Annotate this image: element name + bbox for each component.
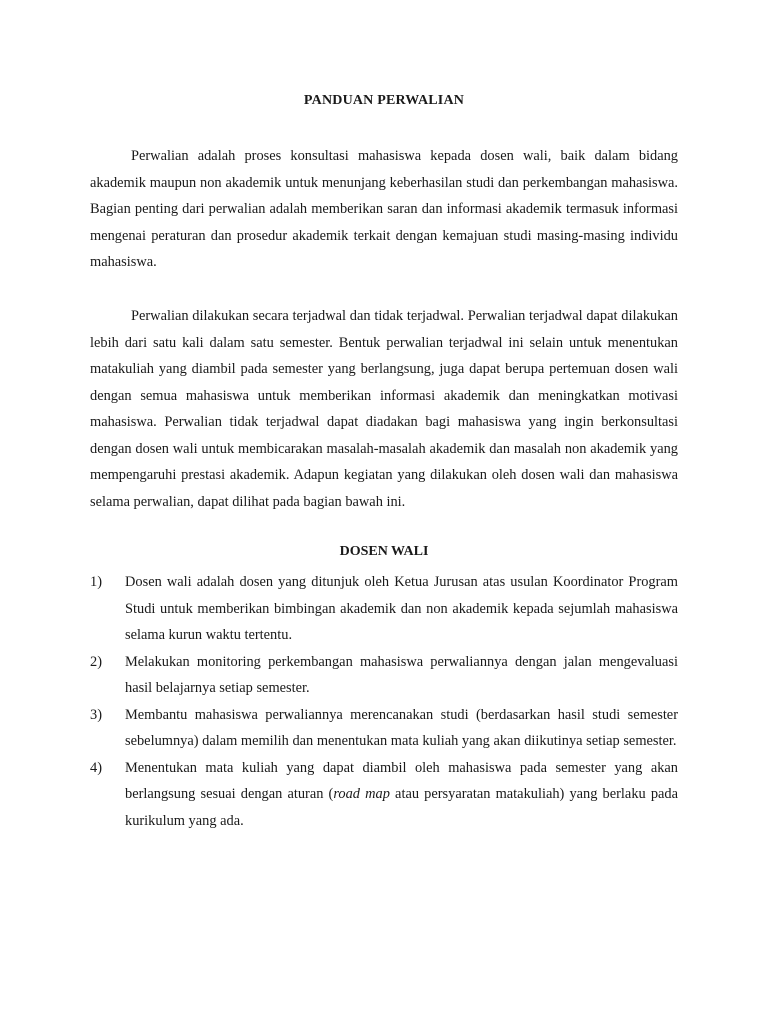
paragraph-2: Perwalian dilakukan secara terjadwal dan tidak terjadwal. Perwalian terjadwal dapat dilakukan lebih dari satu kali dalam satu semester. Bentuk perwalian terjadwal ini selain untuk menentukan matakuliah yang diambil pada semester yang berlangsung, juga dapat berupa pertemuan dosen wali dengan semua mahasiswa untuk memberikan informasi akademik dan meningkatkan motivasi mahasiswa. Perwalian tidak terjadwal dapat diadakan bagi mahasiswa yang ingin berkonsultasi dengan dosen wali untuk membicarakan masalah-masalah akademik dan masalah non akademik yang mempengaruhi prestasi akademik. Adapun kegiatan yang dilakukan oleh dosen wali dan mahasiswa selama perwalian, dapat dilihat pada bagian bawah ini. xyxy=(90,308,678,510)
list-item-text: Dosen wali adalah dosen yang ditunjuk oleh Ketua Jurusan atas usulan Koordinator Program Studi untuk memberikan bimbingan akademik dan non akademik kepada sejumlah mahasiswa selama kurun waktu tertentu. xyxy=(125,574,678,643)
section-heading: DOSEN WALI xyxy=(339,544,429,559)
list-item-3 xyxy=(90,702,678,755)
document-title: PANDUAN PERWALIAN xyxy=(303,93,465,108)
list-item-text-before: Menentukan mata kuliah yang dapat diambil oleh mahasiswa pada semester yang akan berlangsung sesuai dengan aturan ( xyxy=(125,759,678,802)
list-item-text-italic: road map xyxy=(333,786,390,802)
list-number: 3) xyxy=(90,706,102,723)
list-item-4 xyxy=(90,755,678,835)
list-item-1 xyxy=(90,569,678,649)
list-item-text: Melakukan monitoring perkembangan mahasiswa perwaliannya dengan jalan mengevaluasi hasil belajarnya setiap semester. xyxy=(125,653,678,696)
list-number: 4) xyxy=(90,759,102,776)
list-item-text: Membantu mahasiswa perwaliannya merencanakan studi (berdasarkan hasil studi semester sebelumnya) dalam memilih dan menentukan mata kuliah yang akan diikutinya setiap semester. xyxy=(125,706,678,749)
list-item-2 xyxy=(90,649,678,702)
paragraph-1: Perwalian adalah proses konsultasi mahasiswa kepada dosen wali, baik dalam bidang akademik maupun non akademik untuk menunjang keberhasilan studi dan perkembangan mahasiswa. Bagian penting dari perwalian adalah memberikan saran dan informasi akademik termasuk informasi mengenai peraturan dan prosedur akademik terkait dengan kemajuan studi masing-masing individu mahasiswa. xyxy=(90,148,678,270)
dosen-wali-list xyxy=(90,569,678,834)
list-number: 1) xyxy=(90,574,102,590)
list-number: 2) xyxy=(90,653,102,670)
list-item-text-after: atau persyaratan matakuliah) yang berlaku pada kurikulum yang ada. xyxy=(125,786,679,829)
